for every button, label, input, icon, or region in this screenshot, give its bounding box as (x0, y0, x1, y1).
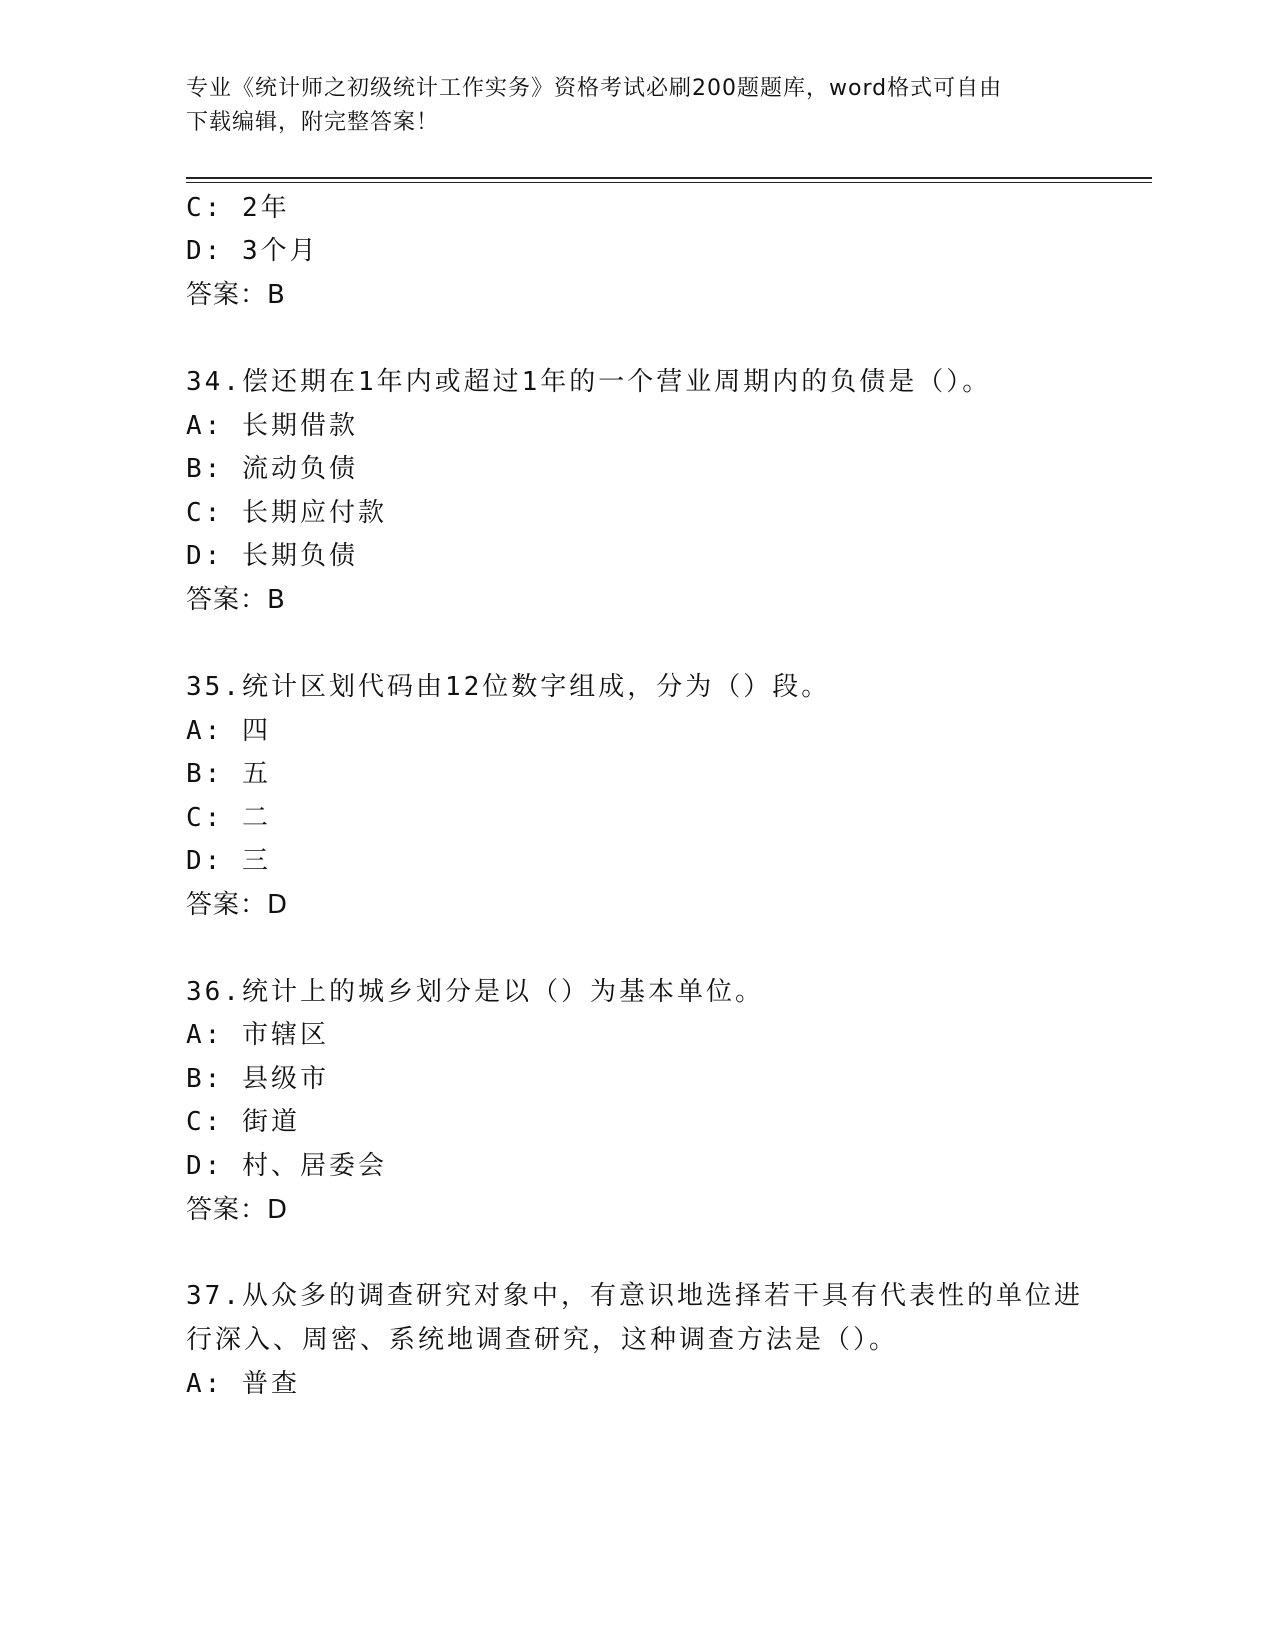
header-line-1: 专业《统计师之初级统计工作实务》资格考试必刷200题题库，word格式可自由 (186, 76, 1003, 101)
option-a-q37: A: 普查 (186, 1369, 300, 1399)
question-35-stem: 35.统计区划代码由12位数字组成，分为（）段。 (186, 672, 831, 702)
question-37-stem-line-1: 37.从众多的调查研究对象中，有意识地选择若干具有代表性的单位进 (186, 1281, 1083, 1311)
option-b-q34: B: 流动负债 (186, 454, 358, 484)
option-b-q36: B: 县级市 (186, 1064, 329, 1094)
answer-q36: 答案：D (186, 1195, 289, 1225)
option-c-q35: C: 二 (186, 803, 271, 833)
option-c-q33: C: 2年 (186, 193, 290, 223)
header-line-2: 下载编辑，附完整答案！ (186, 110, 440, 135)
option-c-q36: C: 街道 (186, 1107, 300, 1137)
answer-q35: 答案：D (186, 890, 289, 920)
option-d-q35: D: 三 (186, 846, 271, 876)
question-37-stem-line-2: 行深入、周密、系统地调查研究，这种调查方法是（）。 (186, 1325, 899, 1355)
option-d-q34: D: 长期负债 (186, 541, 358, 571)
header-divider-top (186, 177, 1152, 179)
answer-q33: 答案：B (186, 280, 286, 310)
option-a-q36: A: 市辖区 (186, 1020, 329, 1050)
option-d-q33: D: 3个月 (186, 236, 319, 266)
question-36-stem: 36.统计上的城乡划分是以（）为基本单位。 (186, 977, 764, 1007)
option-c-q34: C: 长期应付款 (186, 498, 387, 528)
header-divider-bottom (186, 182, 1152, 183)
document-header (186, 72, 1066, 140)
option-b-q35: B: 五 (186, 759, 271, 789)
option-d-q36: D: 村、居委会 (186, 1151, 387, 1181)
question-34-stem: 34.偿还期在1年内或超过1年的一个营业周期内的负债是（）。 (186, 367, 992, 397)
option-a-q34: A: 长期借款 (186, 411, 358, 441)
answer-q34: 答案：B (186, 585, 286, 615)
option-a-q35: A: 四 (186, 716, 271, 746)
